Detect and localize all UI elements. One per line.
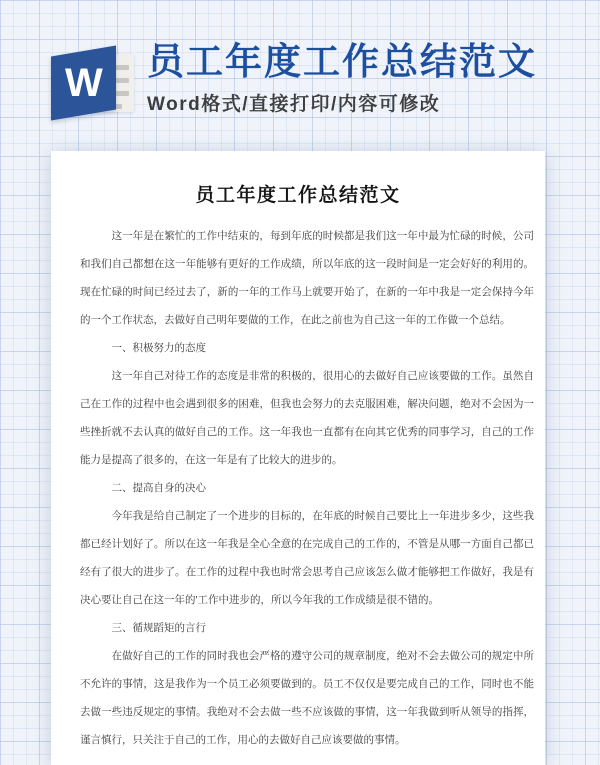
word-logo-icon [51, 40, 135, 122]
doc-heading: 一、积极努力的态度 [111, 342, 206, 354]
document-page [51, 151, 545, 765]
doc-paragraph: 这一年自己对待工作的态度是非常的积极的，很用心的去做好自己应该要做的工作。虽然自己在工作的过程中也会遇到很多的困难，但我也会努力的去克服困难，解决问题，绝对不会因为一些挫折就不去认真的做好自己的工作。这一年我也一直都有在向其它优秀的同事学习，自己的工作能力是提高了很多的，在这一年是有了比较大的进步的。 [80, 370, 534, 466]
word-letter: W [64, 61, 103, 106]
header-text-block [147, 40, 537, 116]
doc-paragraph: 在做好自己的工作的同时我也会严格的遵守公司的规章制度，绝对不会去做公司的规定中所不允许的事情，这是我作为一个员工必须要做到的。员工不仅仅是要完成自己的工作，同时也不能去做一些违反规定的事情。我绝对不会去做一些不应该做的事情，这一年我做到听从领导的指挥，谨言慎行，只关注于自己的工作，用心的去做好自己应该要做的事情。 [80, 650, 534, 746]
doc-heading: 二、提高自身的决心 [111, 482, 206, 494]
doc-heading: 三、循规蹈矩的言行 [111, 622, 206, 634]
word-blue-plate-icon [51, 46, 116, 121]
template-subtitle: Word格式/直接打印/内容可修改 [147, 94, 441, 116]
document-title: 员工年度工作总结范文 [195, 185, 401, 206]
template-header [51, 40, 537, 122]
template-title: 员工年度工作总结范文 [147, 41, 537, 82]
document-body [51, 222, 545, 754]
doc-paragraph: 今年我是给自己制定了一个进步的目标的，在年底的时候自己要比上一年进步多少，这些我都已经计划好了。所以在这一年我是全心全意的在完成自己的工作的，不管是从哪一方面自己都已经有了很大的进步了。在工作的过程中我也时常会思考自己应该怎么做才能够把工作做好，我是有决心要让自己在这一年的'工作中进步的，所以今年我的工作成绩是很不错的。 [80, 510, 534, 606]
doc-paragraph: 这一年是在繁忙的工作中结束的，每到年底的时候都是我们这一年中最为忙碌的时候，公司和我们自己都想在这一年能够有更好的工作成绩，所以年底的这一段时间是一定会好好的利用的。现在忙碌的时间已经过去了，新的一年的工作马上就要开始了，在新的一年中我是一定会保持今年的一个工作状态，去做好自己明年要做的工作，在此之前也为自己这一年的工作做一个总结。 [80, 230, 534, 326]
